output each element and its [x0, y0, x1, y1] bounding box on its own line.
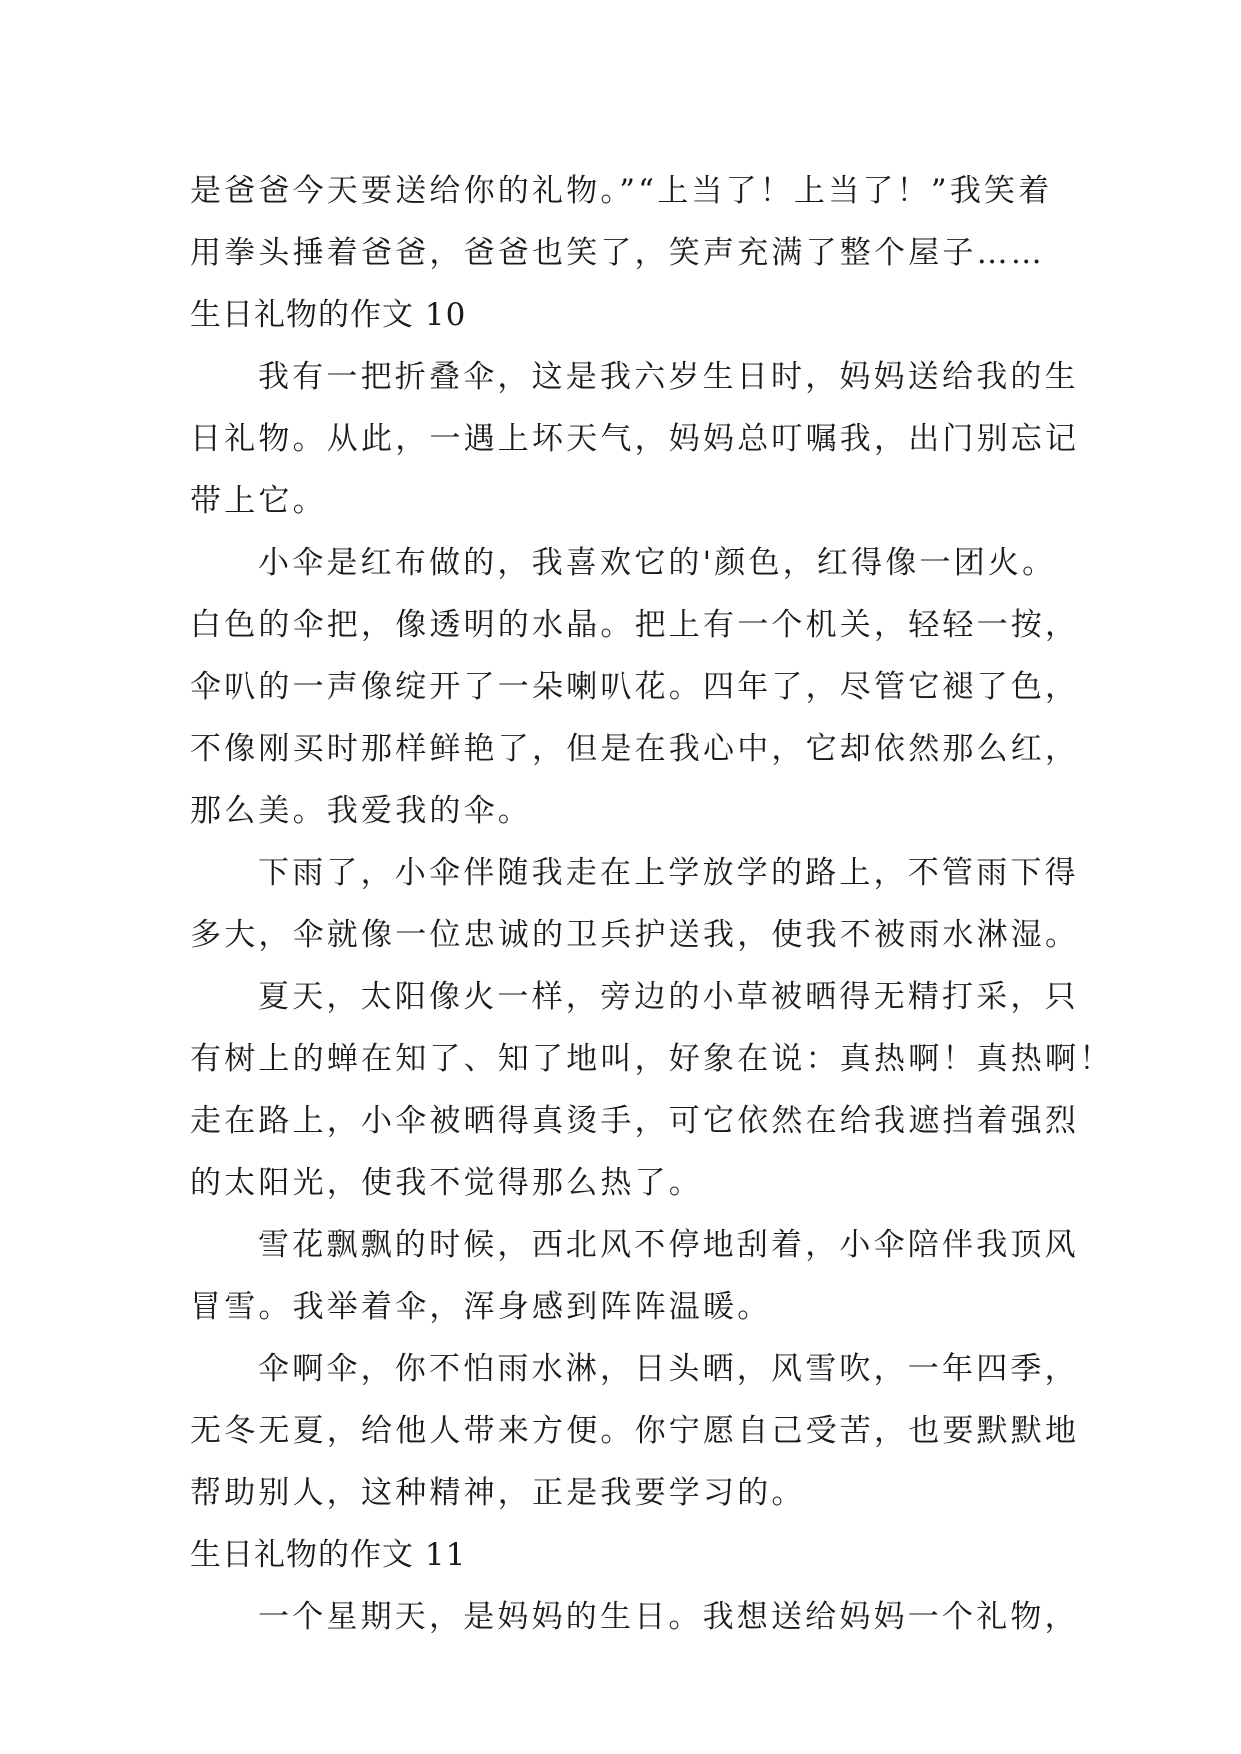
text-line: 有树上的蝉在知了、知了地叫，好象在说：真热啊！真热啊！ — [190, 1041, 1114, 1077]
text-line: 日礼物。从此，一遇上坏天气，妈妈总叮嘱我，出门别忘记 — [190, 421, 1080, 457]
text-line: 夏天，太阳像火一样，旁边的小草被晒得无精打采，只 — [258, 979, 1079, 1015]
text-line: 冒雪。我举着伞，浑身感到阵阵温暖。 — [190, 1289, 772, 1325]
text-line: 的太阳光，使我不觉得那么热了。 — [190, 1165, 703, 1201]
text-line: 帮助别人，这种精神，正是我要学习的。 — [190, 1475, 806, 1511]
text-line: 一个星期天，是妈妈的生日。我想送给妈妈一个礼物， — [258, 1599, 1079, 1635]
text-line: 雪花飘飘的时候，西北风不停地刮着，小伞陪伴我顶风 — [258, 1227, 1079, 1263]
text-line: 不像刚买时那样鲜艳了，但是在我心中，它却依然那么红， — [190, 731, 1080, 767]
text-line: 多大，伞就像一位忠诚的卫兵护送我，使我不被雨水淋湿。 — [190, 917, 1080, 953]
section-heading: 生日礼物的作文 10 — [190, 297, 467, 333]
text-line: 白色的伞把，像透明的水晶。把上有一个机关，轻轻一按， — [190, 607, 1080, 643]
text-line: 带上它。 — [190, 483, 327, 519]
document-body — [190, 160, 1114, 1648]
text-line: 伞叭的一声像绽开了一朵喇叭花。四年了，尽管它褪了色， — [190, 669, 1080, 705]
text-line: 走在路上，小伞被晒得真烫手，可它依然在给我遮挡着强烈 — [190, 1103, 1080, 1139]
text-line: 那么美。我爱我的伞。 — [190, 793, 532, 829]
text-line: 用拳头捶着爸爸，爸爸也笑了，笑声充满了整个屋子…… — [190, 235, 1045, 271]
text-line: 伞啊伞，你不怕雨水淋，日头晒，风雪吹，一年四季， — [258, 1351, 1079, 1387]
text-line: 小伞是红布做的，我喜欢它的'颜色，红得像一团火。 — [258, 545, 1057, 581]
text-line: 我有一把折叠伞，这是我六岁生日时，妈妈送给我的生 — [258, 359, 1079, 395]
text-line: 是爸爸今天要送给你的礼物。”“上当了！上当了！”我笑着 — [190, 173, 1053, 209]
text-line: 无冬无夏，给他人带来方便。你宁愿自己受苦，也要默默地 — [190, 1413, 1080, 1449]
section-heading: 生日礼物的作文 11 — [190, 1537, 467, 1573]
text-line: 下雨了，小伞伴随我走在上学放学的路上，不管雨下得 — [258, 855, 1079, 891]
